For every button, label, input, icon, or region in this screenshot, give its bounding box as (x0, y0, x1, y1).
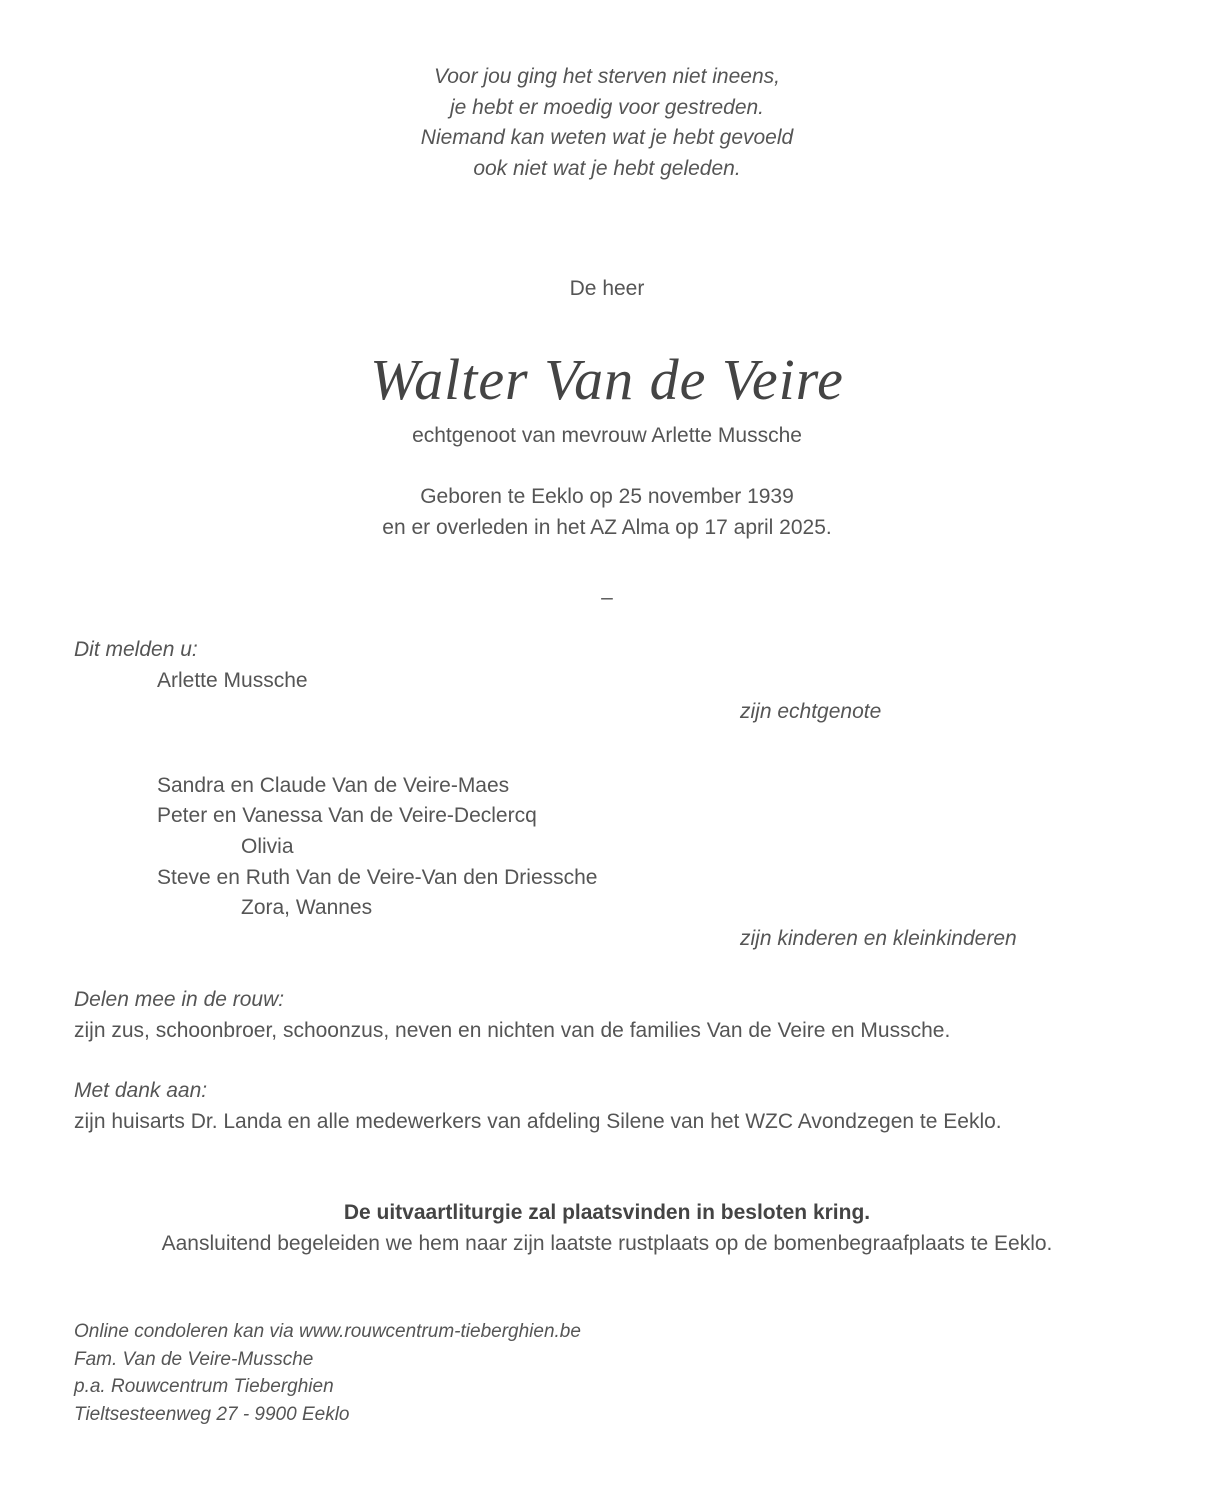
burial-notice: Aansluitend begeleiden we hem naar zijn laatste rustplaats op de bomenbegraafplaats te Eeklo. (161, 1232, 1053, 1255)
mourning-heading: Delen mee in de rouw: (74, 988, 285, 1011)
honorific: De heer (569, 277, 645, 300)
children-role: zijn kinderen en kleinkinderen (740, 927, 1017, 950)
poem-line: Niemand kan weten wat je hebt gevoeld (420, 126, 794, 149)
separator: – (601, 586, 613, 609)
care-of-line: p.a. Rouwcentrum Tieberghien (74, 1376, 334, 1397)
died-line: en er overleden in het AZ Alma op 17 april 2025. (382, 516, 832, 539)
spouse-role: zijn echtgenote (740, 700, 882, 723)
poem-line: Voor jou ging het sterven niet ineens, (434, 65, 780, 88)
condolence-line: Online condoleren kan via www.rouwcentrum-tieberghien.be (74, 1321, 581, 1342)
address-line: Tieltsesteenweg 27 - 9900 Eeklo (74, 1403, 350, 1425)
child-line: Peter en Vanessa Van de Veire-Declercq (157, 804, 537, 827)
born-line: Geboren te Eeklo op 25 november 1939 (420, 485, 794, 508)
grandchildren-line: Zora, Wannes (241, 896, 373, 919)
poem-line: ook niet wat je hebt geleden. (473, 156, 741, 180)
mourning-text: zijn zus, schoonbroer, schoonzus, neven en nichten van de families Van de Veire en Mussche. (74, 1019, 951, 1042)
poem-line: je hebt er moedig voor gestreden. (449, 95, 765, 119)
announce-heading: Dit melden u: (74, 638, 198, 661)
thanks-heading: Met dank aan: (74, 1079, 208, 1102)
child-line: Sandra en Claude Van de Veire-Maes (157, 774, 510, 797)
grandchildren-line: Olivia (241, 835, 294, 858)
deceased-name: Walter Van de Veire (370, 347, 844, 412)
family-line: Fam. Van de Veire-Mussche (74, 1348, 314, 1370)
spouse-name: Arlette Mussche (157, 669, 308, 692)
spouse-line: echtgenoot van mevrouw Arlette Mussche (412, 424, 802, 447)
funeral-notice: De uitvaartliturgie zal plaatsvinden in besloten kring. (343, 1201, 871, 1224)
thanks-text: zijn huisarts Dr. Landa en alle medewerkers van afdeling Silene van het WZC Avondzegen te Eeklo. (74, 1110, 1002, 1133)
poem-block (0, 62, 1214, 184)
child-line: Steve en Ruth Van de Veire-Van den Driessche (157, 866, 598, 889)
footer-block (74, 1318, 581, 1428)
